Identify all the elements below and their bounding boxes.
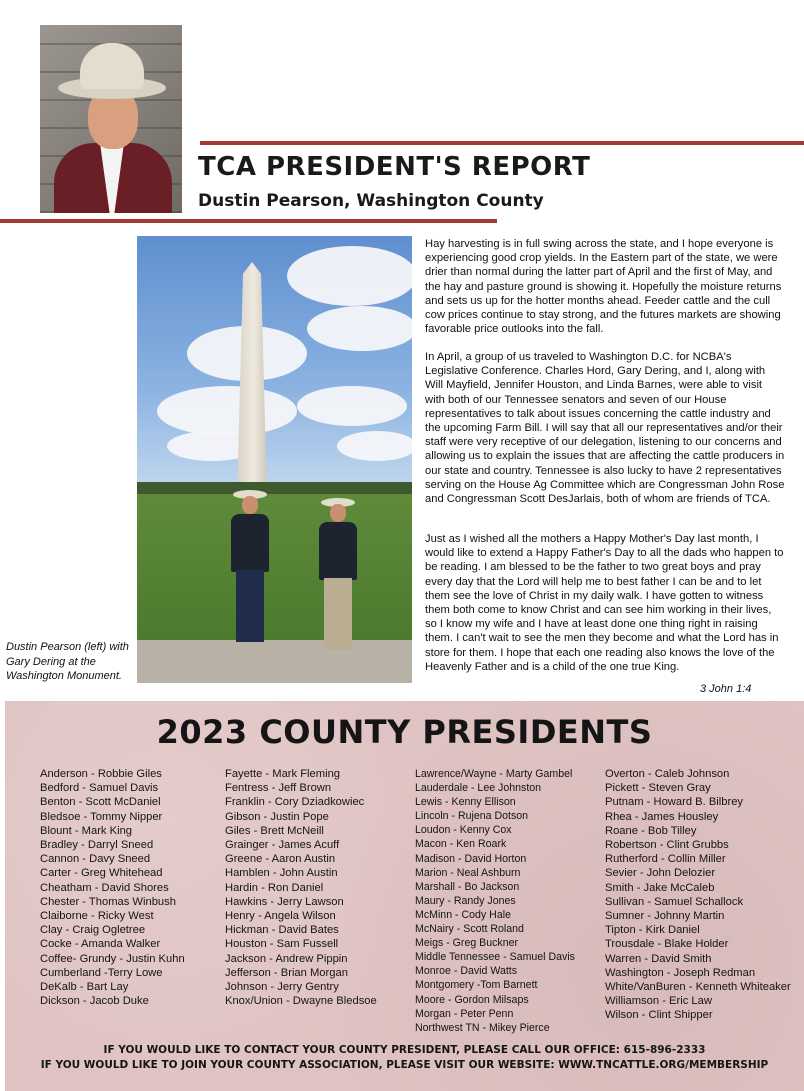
list-item: Pickett - Steven Gray (605, 782, 711, 795)
list-item: Carter - Greg Whitehead (40, 867, 163, 880)
list-item: Washington - Joseph Redman (605, 966, 756, 979)
list-item: Knox/Union - Dwayne Bledsoe (225, 995, 377, 1008)
list-item: Moore - Gordon Milsaps (415, 993, 529, 1006)
presidents-column-1 (40, 767, 185, 1008)
list-item: Bledsoe - Tommy Nipper (40, 810, 163, 823)
list-item: McNairy - Scott Roland (415, 923, 524, 936)
list-item: Montgomery -Tom Barnett (415, 979, 538, 992)
list-item: Franklin - Cory Dziadkowiec (225, 796, 365, 809)
list-item: Lauderdale - Lee Johnston (415, 782, 542, 795)
list-item: Loudon - Kenny Cox (415, 824, 512, 837)
list-item: Hamblen - John Austin (225, 867, 338, 880)
list-item: Fentress - Jeff Brown (225, 782, 332, 795)
list-item: Smith - Jake McCaleb (605, 881, 715, 894)
list-item: Maury - Randy Jones (415, 894, 516, 907)
list-item: Houston - Sam Fussell (225, 938, 339, 951)
photo-caption: Dustin Pearson (left) with Gary Dering at the Washington Monument. (6, 641, 129, 682)
list-item: Giles - Brett McNeill (225, 824, 324, 837)
list-item: Sullivan - Samuel Schallock (605, 895, 744, 908)
list-item: Wilson - Clint Shipper (605, 1009, 713, 1022)
list-item: Roane - Bob Tilley (605, 824, 697, 837)
list-item: Bradley - Darryl Sneed (40, 839, 154, 852)
list-item: Coffee- Grundy - Justin Kuhn (40, 952, 185, 965)
list-item: Johnson - Jerry Gentry (225, 981, 339, 994)
list-item: Sumner - Johnny Martin (605, 910, 725, 923)
header-rule-top (200, 141, 804, 145)
list-item: Trousdale - Blake Holder (605, 938, 729, 951)
county-presidents-title: 2023 COUNTY PRESIDENTS (156, 713, 653, 751)
list-item: Benton - Scott McDaniel (40, 796, 161, 809)
list-item: Hardin - Ron Daniel (225, 881, 324, 894)
list-item: Cocke - Amanda Walker (40, 938, 161, 951)
scripture-reference: 3 John 1:4 (700, 683, 752, 695)
list-item: Clay - Craig Ogletree (40, 924, 146, 937)
list-item: Hawkins - Jerry Lawson (225, 895, 344, 908)
byline: Dustin Pearson, Washington County (198, 191, 544, 211)
list-item: Overton - Caleb Johnson (605, 768, 730, 780)
list-item: Lewis - Kenny Ellison (415, 796, 516, 809)
list-item: Warren - David Smith (605, 952, 712, 965)
presidents-column-2 (225, 767, 377, 1008)
presidents-column-4 (605, 767, 791, 1023)
list-item: Chester - Thomas Winbush (40, 895, 176, 908)
list-item: Meigs - Greg Buckner (415, 937, 519, 950)
list-item: Grainger - James Acuff (225, 839, 340, 852)
list-item: Gibson - Justin Pope (225, 810, 329, 823)
article-paragraph: Hay harvesting is in full swing across the state, and I hope everyone is experiencing good crop yields. In the Eastern part of the state, we were drier than normal during the latter part of April and the first of May, and the hay and pasture ground is showing it. Hopefully the moisture returns and sets us up for the hotter months ahead. Feeder cattle and the cull cow prices continue to stay strong, and the futures markets are showing favorable price outlooks into the fall. (425, 238, 782, 336)
list-item: White/VanBuren - Kenneth Whiteaker (605, 981, 791, 994)
presidents-column-3 (415, 767, 575, 1035)
list-item: Hickman - David Bates (225, 924, 339, 937)
article-paragraph: In April, a group of us traveled to Washington D.C. for NCBA's Legislative Conference. Charles Hord, Gary Dering, and I, along with Will Mayfield, Jennifer Houston, and Linda Barnes, were able to visit with both of our Tennessee senators and seven of our House representatives to talk about issues concerning the cattle industry and the upcoming Farm Bill. I will say that all our representatives and/or their staff were very receptive of our delegation, listening to our concerns and allowing us to explain the issues that are affecting the cattle producers in our state and country. Tennessee is also lucky to have 2 representatives serving on the House Ag Committee which are Congressman John Rose and Congressman Scott DesJarlais, both of whom are friends of TCA. (425, 351, 785, 506)
list-item: Monroe - David Watts (415, 965, 518, 978)
list-item: Bedford - Samuel Davis (40, 782, 159, 795)
article-paragraph: Just as I wished all the mothers a Happy Mother's Day last month, I would like to extend a Happy Father's Day to all the dads who happen to be reading. I am blessed to be the father to two great boys and pray every day that the Lord will help me to best father I can be and to let them see the love of Christ in my daily walk. I have gotten to witness them both come to know Christ and can see him working in their lives, so I know my wife and I have at least done one thing right in raising them. I can't wait to see the men they become and what the Lord has in store for them. I hope that each one reading also knows the love of the Heavenly Father and is a child of the one true King. (425, 533, 784, 673)
list-item: Jackson - Andrew Pippin (225, 952, 348, 965)
list-item: Morgan - Peter Penn (415, 1007, 514, 1020)
list-item: Greene - Aaron Austin (225, 853, 336, 866)
list-item: Sevier - John Delozier (605, 867, 716, 880)
header-rule-bottom (0, 219, 497, 223)
list-item: Madison - David Horton (415, 852, 527, 865)
membership-website-note: IF YOU WOULD LIKE TO JOIN YOUR COUNTY ASSOCIATION, PLEASE VISIT OUR WEBSITE: WWW.TNCATTLE.ORG/MEMBERSHIP (40, 1059, 769, 1071)
list-item: Marshall - Bo Jackson (415, 880, 520, 893)
list-item: Henry - Angela Wilson (225, 910, 336, 923)
list-item: Lawrence/Wayne - Marty Gambel (415, 768, 573, 780)
list-item: Cumberland -Terry Lowe (40, 966, 163, 979)
list-item: McMinn - Cody Hale (415, 908, 511, 921)
list-item: Claiborne - Ricky West (40, 910, 154, 923)
washington-monument-photo (137, 236, 412, 683)
contact-office-note: IF YOU WOULD LIKE TO CONTACT YOUR COUNTY PRESIDENT, PLEASE CALL OUR OFFICE: 615-896-2333 (103, 1044, 706, 1056)
page-title: TCA PRESIDENT'S REPORT (198, 152, 591, 182)
list-item: Tipton - Kirk Daniel (605, 924, 700, 937)
list-item: Northwest TN - Mikey Pierce (415, 1021, 550, 1034)
list-item: Middle Tennessee - Samuel Davis (415, 951, 575, 964)
list-item: Williamson - Eric Law (605, 995, 712, 1008)
list-item: Jefferson - Brian Morgan (225, 966, 348, 979)
list-item: Lincoln - Rujena Dotson (415, 810, 529, 823)
president-headshot-photo (40, 25, 182, 213)
list-item: Rhea - James Housley (605, 810, 719, 823)
list-item: Dickson - Jacob Duke (40, 995, 149, 1008)
list-item: DeKalb - Bart Lay (40, 981, 129, 994)
list-item: Putnam - Howard B. Bilbrey (605, 796, 744, 809)
list-item: Robertson - Clint Grubbs (605, 839, 729, 852)
county-presidents-panel (5, 701, 804, 1091)
list-item: Rutherford - Collin Miller (605, 853, 726, 866)
list-item: Cannon - Davy Sneed (40, 853, 151, 866)
list-item: Macon - Ken Roark (415, 838, 507, 851)
list-item: Anderson - Robbie Giles (40, 768, 162, 780)
list-item: Fayette - Mark Fleming (225, 768, 341, 780)
list-item: Blount - Mark King (40, 824, 133, 837)
list-item: Cheatham - David Shores (40, 881, 169, 894)
list-item: Marion - Neal Ashburn (415, 866, 521, 879)
